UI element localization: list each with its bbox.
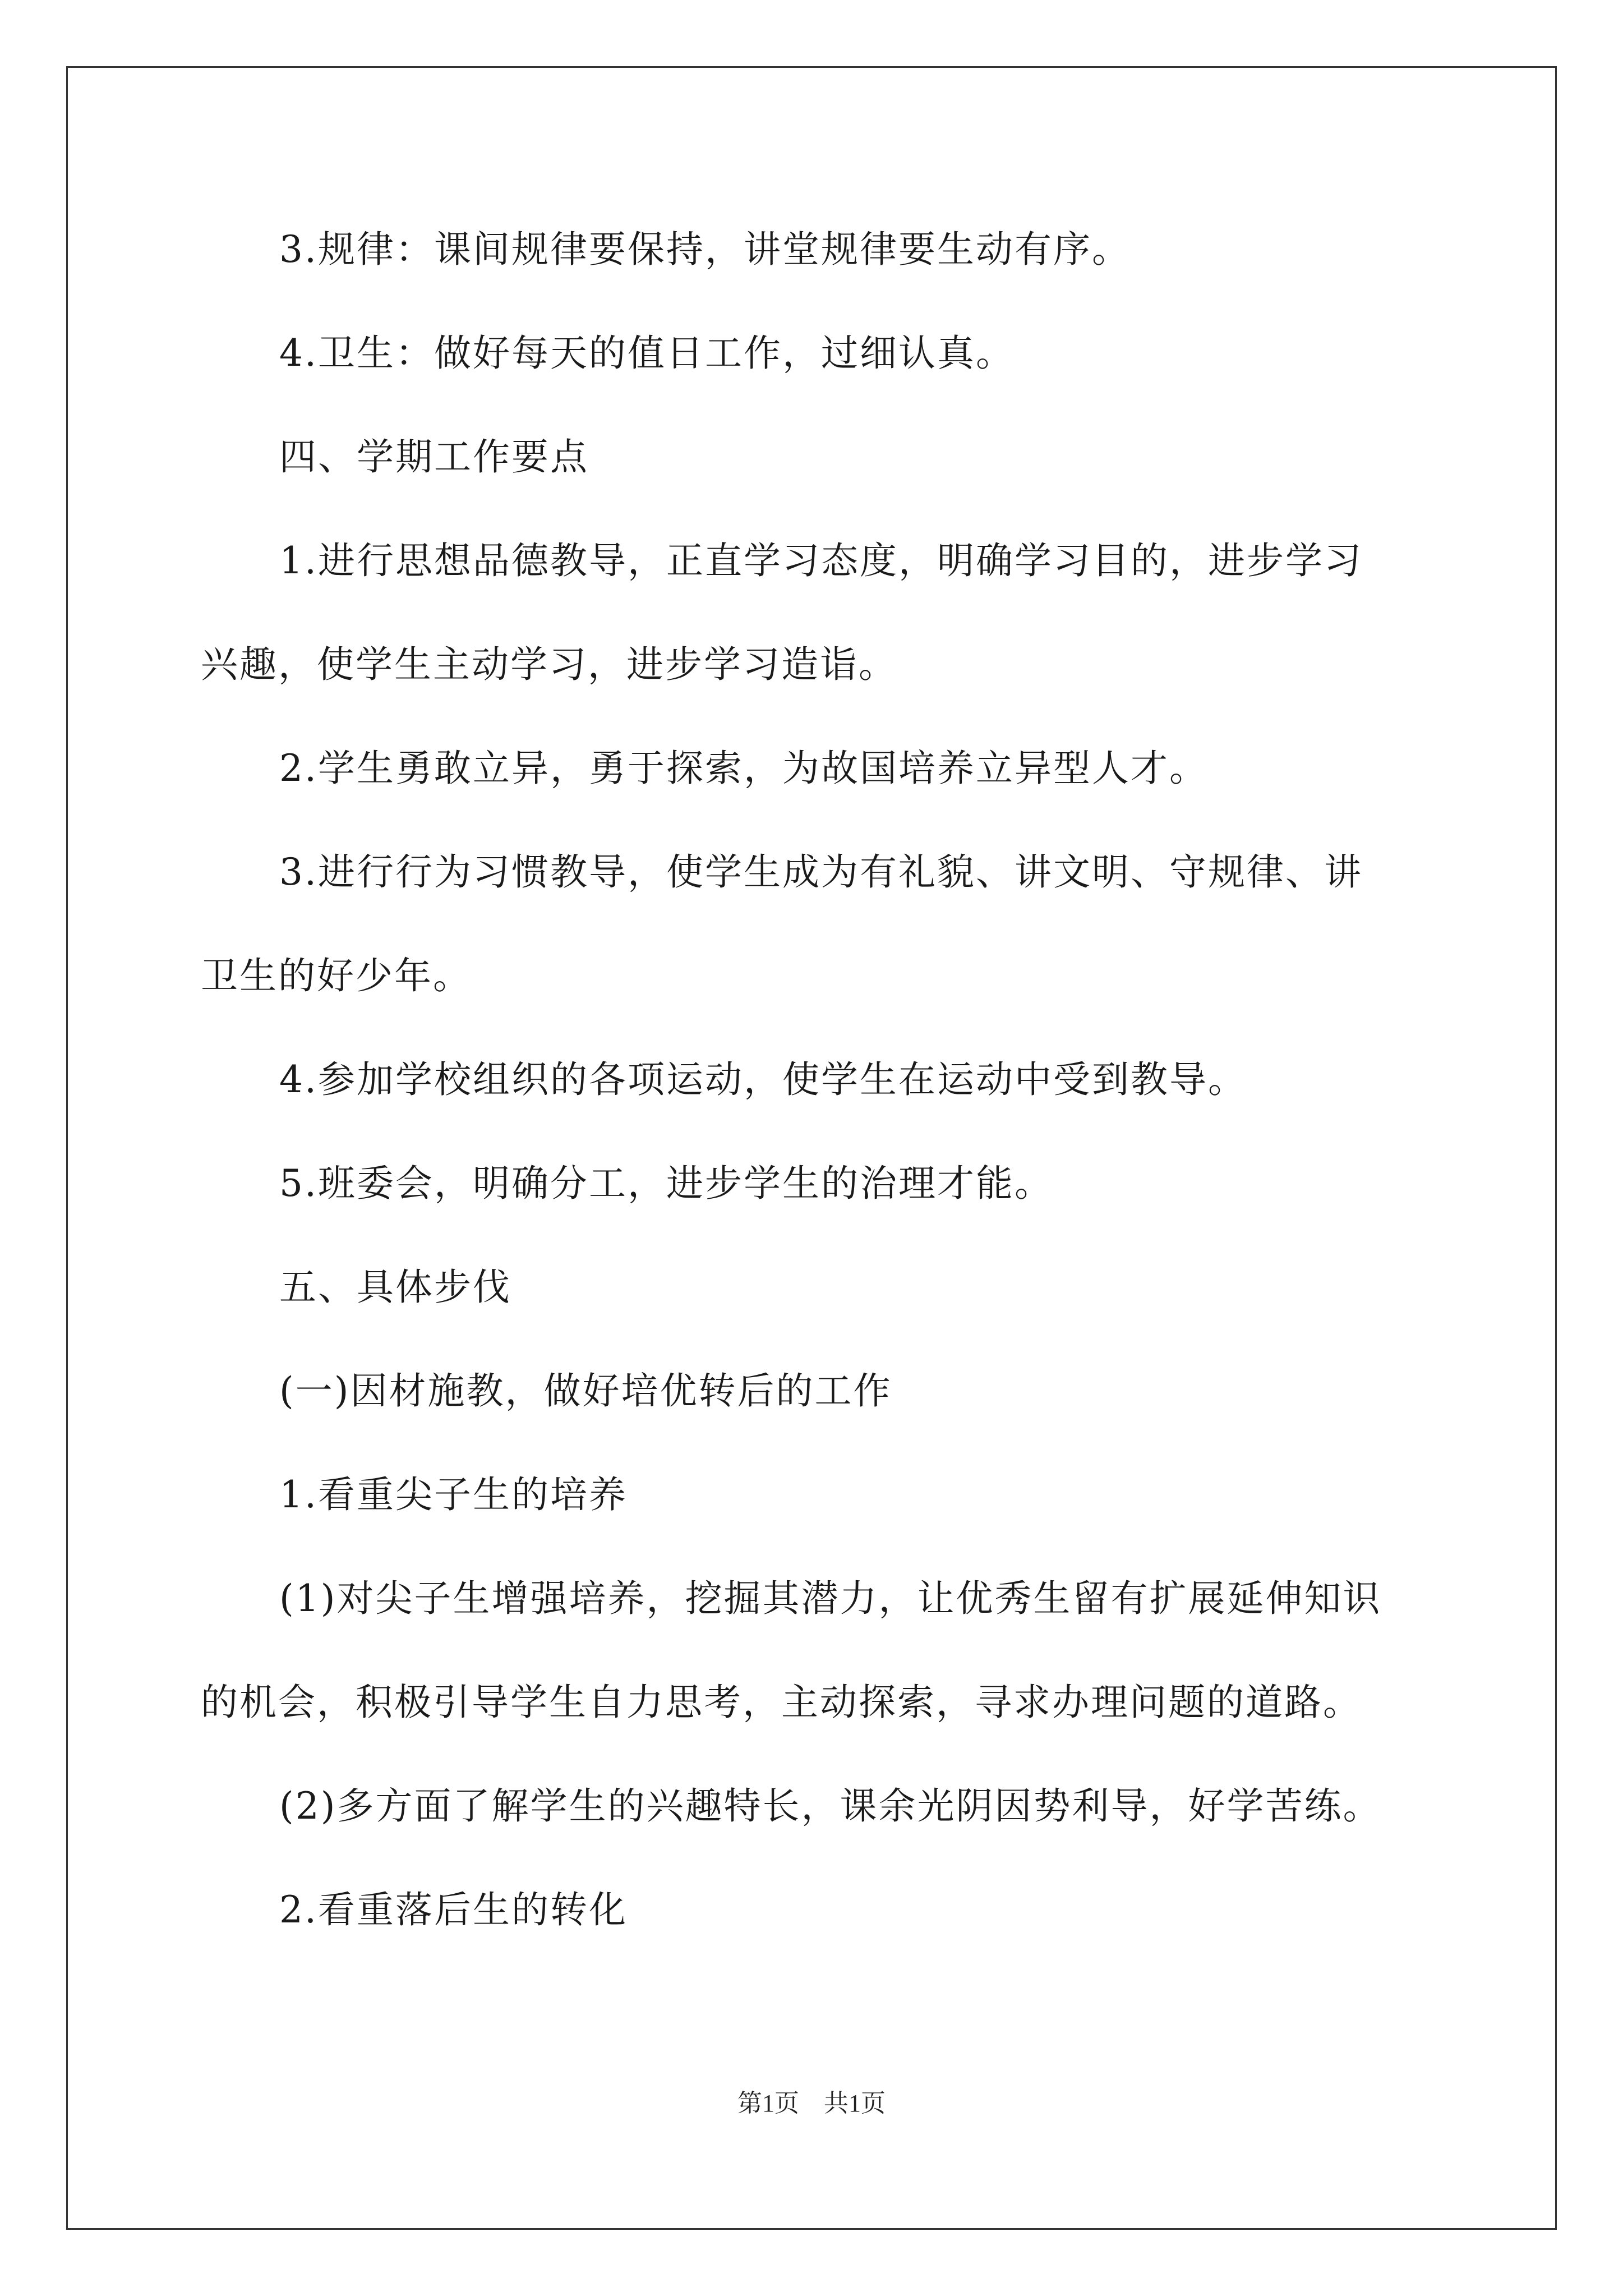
section-heading: 四、学期工作要点 [279,435,589,478]
section-heading: 五、具体步伐 [279,1266,511,1309]
paragraph-line: 5.班委会，明确分工，进步学生的治理才能。 [279,1162,1053,1205]
subsection-heading: (一)因材施教，做好培优转后的工作 [279,1369,892,1412]
paragraph-line: 的机会，积极引导学生自力思考，主动探索，寻求办理问题的道路。 [201,1681,1362,1724]
paragraph-line: 3.规律：课间规律要保持，讲堂规律要生动有序。 [279,228,1131,271]
paragraph-line: (1)对尖子生增强培养，挖掘其潜力，让优秀生留有扩展延伸知识 [279,1577,1382,1620]
paragraph-line: 兴趣，使学生主动学习，进步学习造诣。 [201,643,897,686]
paragraph-line: 卫生的好少年。 [201,954,472,997]
paragraph-line: (2)多方面了解学生的兴趣特长，课余光阴因势利导，好学苦练。 [279,1784,1382,1828]
paragraph-line: 4.参加学校组织的各项运动，使学生在运动中受到教导。 [279,1058,1247,1101]
paragraph-line: 4.卫生：做好每天的值日工作，过细认真。 [279,332,1015,375]
paragraph-line: 2.看重落后生的转化 [279,1888,628,1931]
paragraph-line: 1.看重尖子生的培养 [279,1473,628,1516]
paragraph-line: 3.进行行为习惯教导，使学生成为有礼貌、讲文明、守规律、讲 [279,850,1363,894]
paragraph-line: 2.学生勇敢立异，勇于探索，为故国培养立异型人才。 [279,747,1208,790]
paragraph-line: 1.进行思想品德教导，正直学习态度，明确学习目的，进步学习 [279,539,1363,582]
page-number-footer: 第1页 共1页 [737,2090,886,2117]
